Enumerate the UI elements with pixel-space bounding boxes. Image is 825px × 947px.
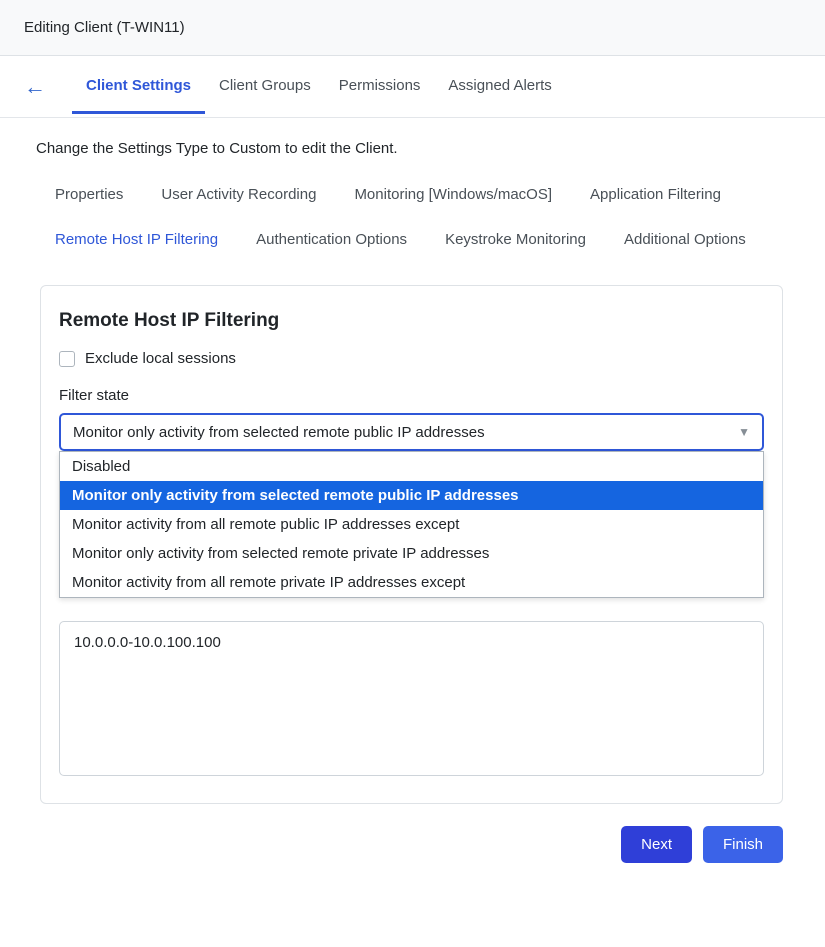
filter-state-dropdown bbox=[59, 451, 764, 598]
subtab-additional-options[interactable]: Additional Options bbox=[623, 231, 746, 248]
tab-client-settings[interactable]: Client Settings bbox=[72, 59, 205, 114]
finish-button[interactable]: Finish bbox=[703, 826, 783, 863]
subtab-application-filtering[interactable]: Application Filtering bbox=[590, 186, 721, 203]
window-title-bar bbox=[0, 0, 825, 56]
dropdown-option-monitor-only-selected-private[interactable]: Monitor only activity from selected remote private IP addresses bbox=[72, 545, 490, 562]
chevron-down-icon[interactable]: ▼ bbox=[738, 425, 750, 439]
filter-state-selected-value: Monitor only activity from selected remote public IP addresses bbox=[73, 423, 485, 441]
main-content bbox=[0, 56, 825, 863]
tab-assigned-alerts[interactable]: Assigned Alerts bbox=[448, 77, 552, 94]
next-button[interactable]: Next bbox=[621, 826, 692, 863]
filter-state-select[interactable] bbox=[59, 413, 764, 451]
exclude-local-sessions-checkbox[interactable] bbox=[59, 351, 75, 367]
settings-subtab-bar bbox=[0, 157, 825, 259]
tab-client-groups[interactable]: Client Groups bbox=[219, 77, 311, 94]
subtab-remote-host-ip-filtering[interactable]: Remote Host IP Filtering bbox=[55, 231, 219, 248]
dropdown-option-disabled[interactable]: Disabled bbox=[72, 458, 131, 475]
subtab-monitoring-windows-macos[interactable]: Monitoring [Windows/macOS] bbox=[354, 186, 553, 203]
filter-state-label: Filter state bbox=[59, 387, 130, 404]
window-title: Editing Client (T-WIN11) bbox=[24, 19, 185, 36]
remote-host-ip-filtering-panel bbox=[40, 285, 783, 804]
footer-actions bbox=[0, 804, 825, 863]
dropdown-option-monitor-all-private-except[interactable]: Monitor activity from all remote private IP addresses except bbox=[72, 574, 466, 591]
subtab-properties[interactable]: Properties bbox=[55, 186, 124, 203]
primary-tab-bar bbox=[0, 56, 825, 118]
instruction-text: Change the Settings Type to Custom to edit the Client. bbox=[36, 140, 398, 157]
dropdown-option-monitor-only-selected-public[interactable]: Monitor only activity from selected remote public IP addresses bbox=[60, 481, 763, 510]
subtab-user-activity-recording[interactable]: User Activity Recording bbox=[161, 186, 317, 203]
exclude-local-sessions-label[interactable]: Exclude local sessions bbox=[85, 350, 236, 367]
settings-subtab-row-2 bbox=[36, 220, 801, 259]
ip-address-list-textarea[interactable] bbox=[59, 621, 764, 776]
panel-title: Remote Host IP Filtering bbox=[59, 310, 280, 331]
settings-subtab-row-1 bbox=[36, 175, 801, 214]
panel-wrapper bbox=[0, 265, 825, 804]
tab-permissions[interactable]: Permissions bbox=[338, 77, 421, 94]
subtab-authentication-options[interactable]: Authentication Options bbox=[256, 231, 408, 248]
dropdown-option-monitor-all-public-except[interactable]: Monitor activity from all remote public IP addresses except bbox=[72, 516, 460, 533]
subtab-keystroke-monitoring[interactable]: Keystroke Monitoring bbox=[445, 231, 586, 248]
filter-state-select-wrap bbox=[59, 413, 764, 591]
arrow-left-icon[interactable]: ← bbox=[24, 73, 46, 99]
exclude-local-sessions-row bbox=[59, 350, 764, 367]
